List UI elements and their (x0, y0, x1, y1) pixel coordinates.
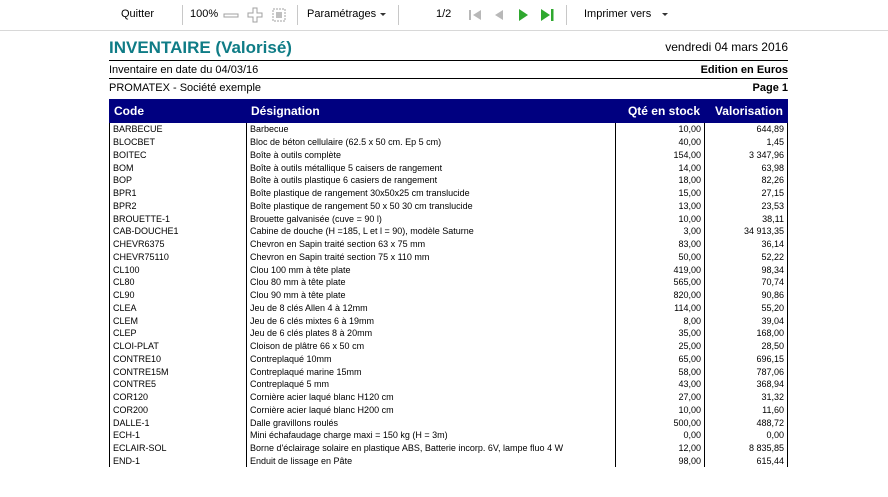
row-code: ECH-1 (110, 429, 247, 442)
row-qty: 10,00 (616, 123, 705, 136)
row-qty: 65,00 (616, 353, 705, 366)
row-code: BLOCBET (110, 136, 247, 149)
row-qty: 35,00 (616, 327, 705, 340)
divider (109, 78, 788, 79)
column-header-value: Valorisation (705, 100, 788, 123)
row-designation: Contreplaqué marine 15mm (247, 365, 616, 378)
row-designation: Boîte à outils complète (247, 149, 616, 162)
row-value: 36,14 (705, 238, 788, 251)
row-designation: Chevron en Sapin traité section 75 x 110 mm (247, 251, 616, 264)
row-code: CLEM (110, 314, 247, 327)
row-value: 70,74 (705, 276, 788, 289)
row-qty: 820,00 (616, 289, 705, 302)
table-row (110, 276, 788, 289)
row-value: 787,06 (705, 365, 788, 378)
table-row (110, 161, 788, 174)
table-row (110, 378, 788, 391)
table-row (110, 289, 788, 302)
row-code: CONTRE10 (110, 353, 247, 366)
table-row (110, 391, 788, 404)
row-code: COR200 (110, 404, 247, 417)
table-row (110, 340, 788, 353)
row-qty: 40,00 (616, 136, 705, 149)
row-value: 28,50 (705, 340, 788, 353)
row-value: 34 913,35 (705, 225, 788, 238)
zoom-out-icon[interactable] (222, 6, 240, 24)
row-qty: 114,00 (616, 302, 705, 315)
table-row (110, 263, 788, 276)
quit-button[interactable]: Quitter (121, 8, 155, 20)
row-qty: 43,00 (616, 378, 705, 391)
row-designation: Jeu de 8 clés Allen 4 à 12mm (247, 302, 616, 315)
row-code: CL80 (110, 276, 247, 289)
company-name: PROMATEX - Société exemple (109, 82, 262, 94)
table-row (110, 455, 788, 468)
row-value: 90,86 (705, 289, 788, 302)
table-row (110, 136, 788, 149)
row-designation: Barbecue (247, 123, 616, 136)
row-code: BARBECUE (110, 123, 247, 136)
row-code: BROUETTE-1 (110, 212, 247, 225)
row-code: CL100 (110, 263, 247, 276)
row-designation: Chevron en Sapin traité section 63 x 75 mm (247, 238, 616, 251)
row-value: 31,32 (705, 391, 788, 404)
row-qty: 50,00 (616, 251, 705, 264)
row-qty: 14,00 (616, 161, 705, 174)
toolbar-separator (566, 5, 567, 25)
table-body (110, 123, 788, 468)
report-date: vendredi 04 mars 2016 (665, 40, 788, 54)
column-header-code: Code (110, 100, 247, 123)
row-qty: 565,00 (616, 276, 705, 289)
row-value: 488,72 (705, 416, 788, 429)
row-designation: Cornière acier laqué blanc H120 cm (247, 391, 616, 404)
row-value: 696,15 (705, 353, 788, 366)
row-value: 23,53 (705, 200, 788, 213)
prev-page-icon[interactable] (490, 6, 508, 24)
row-qty: 10,00 (616, 212, 705, 225)
row-code: CAB-DOUCHE1 (110, 225, 247, 238)
row-value: 55,20 (705, 302, 788, 315)
column-header-designation: Désignation (247, 100, 616, 123)
row-code: BOITEC (110, 149, 247, 162)
inventory-date: Inventaire en date du 04/03/16 (109, 64, 259, 76)
row-value: 38,11 (705, 212, 788, 225)
row-code: BPR2 (110, 200, 247, 213)
table-row (110, 365, 788, 378)
zoom-in-icon[interactable] (246, 6, 264, 24)
row-code: END-1 (110, 455, 247, 468)
chevron-down-icon[interactable] (378, 8, 388, 20)
row-designation: Clou 100 mm à tête plate (247, 263, 616, 276)
row-designation: Clou 90 mm à tête plate (247, 289, 616, 302)
row-code: CLEA (110, 302, 247, 315)
row-qty: 0,00 (616, 429, 705, 442)
toolbar (0, 0, 888, 31)
table-row (110, 238, 788, 251)
toolbar-separator (297, 5, 298, 25)
table-row (110, 149, 788, 162)
last-page-icon[interactable] (538, 6, 556, 24)
row-value: 168,00 (705, 327, 788, 340)
row-value: 11,60 (705, 404, 788, 417)
row-designation: Boîte plastique de rangement 30x50x25 cm translucide (247, 187, 616, 200)
divider (109, 60, 788, 61)
row-qty: 58,00 (616, 365, 705, 378)
row-qty: 25,00 (616, 340, 705, 353)
table-row (110, 314, 788, 327)
row-code: CHEVR75110 (110, 251, 247, 264)
zoom-level[interactable]: 100% (190, 8, 219, 20)
row-value: 8 835,85 (705, 442, 788, 455)
first-page-icon[interactable] (466, 6, 484, 24)
row-designation: Cabine de douche (H =185, L et l = 90), modèle Saturne (247, 225, 616, 238)
report-page (100, 30, 788, 497)
row-value: 39,04 (705, 314, 788, 327)
row-designation: Boîte plastique de rangement 50 x 50 30 cm translucide (247, 200, 616, 213)
row-designation: Contreplaqué 10mm (247, 353, 616, 366)
table-row (110, 174, 788, 187)
row-designation: Brouette galvanisée (cuve = 90 l) (247, 212, 616, 225)
row-designation: Dalle gravillons roulés (247, 416, 616, 429)
table-row (110, 429, 788, 442)
row-qty: 13,00 (616, 200, 705, 213)
table-row (110, 187, 788, 200)
settings-menu[interactable]: Paramétrages (307, 8, 377, 20)
row-qty: 419,00 (616, 263, 705, 276)
row-qty: 154,00 (616, 149, 705, 162)
table-row (110, 302, 788, 315)
row-qty: 83,00 (616, 238, 705, 251)
row-code: CLOI-PLAT (110, 340, 247, 353)
row-value: 1,45 (705, 136, 788, 149)
row-designation: Jeu de 6 clés mixtes 6 à 19mm (247, 314, 616, 327)
row-qty: 3,00 (616, 225, 705, 238)
row-designation: Mini échafaudage charge maxi = 150 kg (H = 3m) (247, 429, 616, 442)
row-designation: Boîte à outils plastique 6 casiers de rangement (247, 174, 616, 187)
row-value: 644,89 (705, 123, 788, 136)
row-value: 52,22 (705, 251, 788, 264)
row-qty: 12,00 (616, 442, 705, 455)
table-row (110, 212, 788, 225)
row-value: 0,00 (705, 429, 788, 442)
toolbar-separator (398, 5, 399, 25)
row-code: BPR1 (110, 187, 247, 200)
row-code: BOP (110, 174, 247, 187)
column-header-qty: Qté en stock (616, 100, 705, 123)
row-designation: Bloc de béton cellulaire (62.5 x 50 cm. Ep 5 cm) (247, 136, 616, 149)
report-title: INVENTAIRE (Valorisé) (109, 38, 292, 57)
row-designation: Jeu de 6 clés plates 8 à 20mm (247, 327, 616, 340)
row-designation: Cornière acier laqué blanc H200 cm (247, 404, 616, 417)
row-code: DALLE-1 (110, 416, 247, 429)
table-row (110, 123, 788, 136)
row-designation: Contreplaqué 5 mm (247, 378, 616, 391)
table-row (110, 416, 788, 429)
row-code: CHEVR6375 (110, 238, 247, 251)
row-value: 3 347,96 (705, 149, 788, 162)
row-value: 368,94 (705, 378, 788, 391)
page-indicator: 1/2 (436, 8, 452, 20)
row-value: 615,44 (705, 455, 788, 468)
row-qty: 500,00 (616, 416, 705, 429)
table-row (110, 353, 788, 366)
row-value: 82,26 (705, 174, 788, 187)
table-row (110, 327, 788, 340)
print-to-menu[interactable]: Imprimer vers (584, 8, 652, 20)
table-row (110, 200, 788, 213)
page-label: Page 1 (752, 82, 788, 94)
row-qty: 15,00 (616, 187, 705, 200)
table-header (110, 100, 788, 123)
row-qty: 10,00 (616, 404, 705, 417)
row-code: BOM (110, 161, 247, 174)
row-code: CONTRE15M (110, 365, 247, 378)
row-code: COR120 (110, 391, 247, 404)
chevron-down-icon[interactable] (660, 8, 670, 20)
row-code: CLEP (110, 327, 247, 340)
row-designation: Cloison de plâtre 66 x 50 cm (247, 340, 616, 353)
row-designation: Boîte à outils métallique 5 caisers de rangement (247, 161, 616, 174)
row-qty: 18,00 (616, 174, 705, 187)
table-row (110, 442, 788, 455)
table-row (110, 251, 788, 264)
row-code: CONTRE5 (110, 378, 247, 391)
table-row (110, 404, 788, 417)
row-code: ECLAIR-SOL (110, 442, 247, 455)
row-value: 27,15 (705, 187, 788, 200)
row-qty: 27,00 (616, 391, 705, 404)
row-designation: Enduit de lissage en Pâte (247, 455, 616, 468)
table-row (110, 225, 788, 238)
toolbar-separator (182, 5, 183, 25)
inventory-table (109, 99, 788, 467)
fit-page-icon[interactable] (270, 6, 288, 24)
row-value: 98,34 (705, 263, 788, 276)
row-designation: Clou 80 mm à tête plate (247, 276, 616, 289)
row-code: CL90 (110, 289, 247, 302)
row-designation: Borne d'éclairage solaire en plastique ABS, Batterie incorp. 6V, lampe fluo 4 W (247, 442, 616, 455)
row-value: 63,98 (705, 161, 788, 174)
row-qty: 8,00 (616, 314, 705, 327)
next-page-icon[interactable] (514, 6, 532, 24)
row-qty: 98,00 (616, 455, 705, 468)
currency-label: Edition en Euros (700, 64, 788, 76)
